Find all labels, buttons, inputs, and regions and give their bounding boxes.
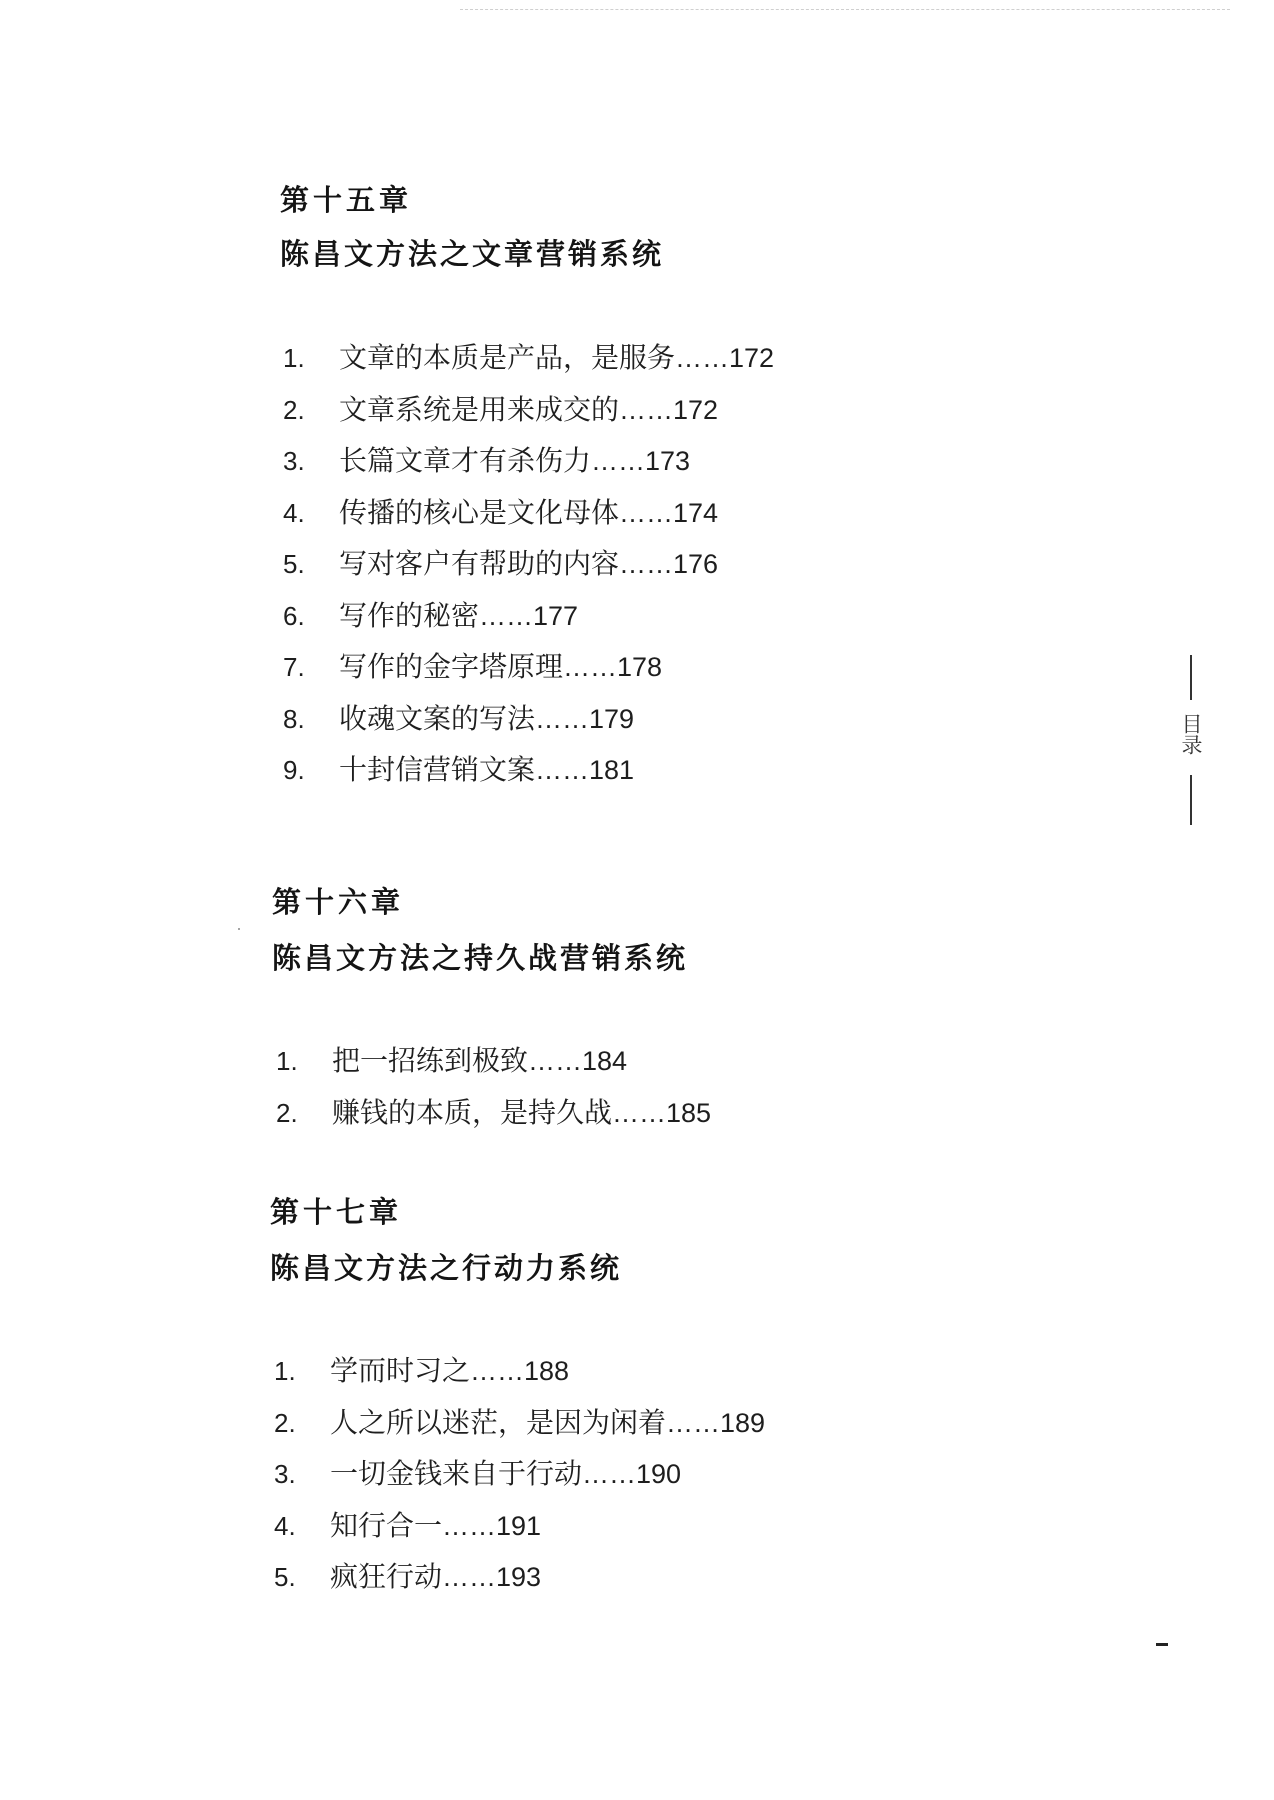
- toc-entry-title: 赚钱的本质，是持久战: [332, 1095, 613, 1129]
- toc-entry-leader: ……: [442, 1562, 497, 1592]
- toc-entry-title: 疯狂行动: [330, 1560, 443, 1593]
- toc-list: [276, 1035, 711, 1138]
- toc-entry-number: 3.: [283, 446, 305, 476]
- toc-entry-leader: ……: [619, 394, 674, 425]
- toc-entry-title: 学而时习之: [330, 1354, 471, 1387]
- toc-entry-title: 一切金钱来自于行动: [330, 1457, 583, 1490]
- toc-entry[interactable]: [283, 384, 774, 436]
- toc-entry[interactable]: [283, 487, 774, 539]
- toc-entry-page: 179: [589, 703, 635, 734]
- top-edge-rule: [460, 9, 1230, 10]
- toc-entry-page: 189: [720, 1407, 766, 1438]
- toc-entry-leader: ……: [470, 1356, 525, 1386]
- chapter-heading: 第十七章: [270, 1195, 403, 1229]
- toc-entry[interactable]: [283, 332, 774, 384]
- toc-entry-page: 172: [729, 343, 775, 373]
- toc-entry-title: 文章系统是用来成交的: [339, 392, 620, 426]
- toc-entry[interactable]: [276, 1035, 711, 1087]
- side-tab-label: 目录: [1179, 713, 1203, 755]
- chapter-title: 陈昌文方法之持久战营销系统: [272, 941, 689, 975]
- toc-entry-leader: ……: [612, 1097, 667, 1128]
- toc-list: [283, 332, 774, 796]
- toc-entry-title: 收魂文案的写法: [339, 701, 536, 735]
- toc-entry-leader: ……: [535, 755, 590, 785]
- page-corner-mark: [1156, 1643, 1168, 1646]
- toc-entry-leader: ……: [582, 1459, 637, 1489]
- toc-entry-title: 写作的金字塔原理: [339, 650, 564, 683]
- toc-entry[interactable]: [276, 1087, 711, 1139]
- toc-entry-page: 181: [589, 755, 635, 785]
- toc-entry[interactable]: [274, 1448, 765, 1500]
- toc-entry-title: 知行合一: [330, 1508, 443, 1542]
- toc-entry-leader: ……: [666, 1407, 721, 1438]
- chapter-heading: 第十五章: [280, 183, 413, 217]
- toc-entry-number: 1.: [276, 1046, 298, 1076]
- toc-entry-title: 文章的本质是产品，是服务: [339, 341, 676, 374]
- toc-entry-leader: ……: [528, 1046, 583, 1076]
- toc-entry[interactable]: [283, 590, 774, 642]
- side-section-tab: [1176, 655, 1206, 825]
- toc-list: [274, 1345, 765, 1603]
- toc-entry-number: 6.: [283, 600, 305, 631]
- toc-entry-page: 173: [645, 446, 691, 476]
- toc-entry-number: 4.: [274, 1510, 296, 1541]
- toc-entry[interactable]: [283, 641, 774, 693]
- toc-entry-leader: ……: [619, 497, 674, 528]
- toc-entry-number: 2.: [283, 394, 305, 425]
- toc-entry-title: 写作的秘密: [339, 598, 480, 632]
- toc-entry-number: 5.: [274, 1562, 296, 1592]
- toc-entry-page: 178: [617, 652, 663, 682]
- toc-entry-number: 4.: [283, 497, 305, 528]
- toc-entry[interactable]: [283, 693, 774, 745]
- toc-entry-number: 3.: [274, 1459, 296, 1489]
- toc-entry-page: 185: [666, 1097, 712, 1128]
- toc-entry[interactable]: [283, 538, 774, 590]
- toc-entry[interactable]: [274, 1397, 765, 1449]
- chapter-title: 陈昌文方法之行动力系统: [270, 1251, 623, 1285]
- toc-entry-number: 1.: [274, 1356, 296, 1386]
- scan-speck: [238, 928, 240, 930]
- toc-entry[interactable]: [274, 1500, 765, 1552]
- toc-entry-number: 1.: [283, 343, 305, 373]
- toc-entry-number: 5.: [283, 549, 305, 579]
- toc-entry-title: 长篇文章才有杀伤力: [339, 444, 592, 477]
- toc-entry-title: 写对客户有帮助的内容: [339, 547, 620, 580]
- chapter-heading: 第十六章: [272, 885, 405, 919]
- toc-entry-leader: ……: [675, 343, 730, 373]
- toc-entry-title: 十封信营销文案: [339, 753, 536, 786]
- toc-entry[interactable]: [274, 1345, 765, 1397]
- toc-entry-number: 2.: [274, 1407, 296, 1438]
- toc-entry-page: 184: [582, 1046, 628, 1076]
- toc-entry-leader: ……: [535, 703, 590, 734]
- toc-entry-number: 8.: [283, 703, 305, 734]
- toc-entry-leader: ……: [591, 446, 646, 476]
- toc-entry-page: 172: [673, 394, 719, 425]
- toc-entry-number: 2.: [276, 1097, 298, 1128]
- toc-entry-page: 190: [636, 1459, 682, 1489]
- toc-entry-leader: ……: [442, 1510, 497, 1541]
- toc-entry-leader: ……: [563, 652, 618, 682]
- toc-entry-leader: ……: [619, 549, 674, 579]
- toc-entry[interactable]: [283, 744, 774, 796]
- toc-entry[interactable]: [274, 1551, 765, 1603]
- toc-entry-number: 9.: [283, 755, 305, 785]
- toc-entry-page: 188: [524, 1356, 570, 1386]
- toc-entry-page: 176: [673, 549, 719, 579]
- toc-entry[interactable]: [283, 435, 774, 487]
- toc-entry-title: 人之所以迷茫，是因为闲着: [330, 1405, 667, 1439]
- toc-entry-leader: ……: [479, 600, 534, 631]
- toc-entry-number: 7.: [283, 652, 305, 682]
- side-tab-rule-top: [1190, 655, 1192, 700]
- toc-entry-title: 把一招练到极致: [332, 1044, 529, 1077]
- toc-entry-page: 191: [496, 1510, 542, 1541]
- toc-entry-title: 传播的核心是文化母体: [339, 495, 620, 529]
- toc-entry-page: 174: [673, 497, 719, 528]
- chapter-title: 陈昌文方法之文章营销系统: [280, 237, 665, 271]
- side-tab-rule-bottom: [1190, 775, 1192, 825]
- toc-entry-page: 193: [496, 1562, 542, 1592]
- toc-entry-page: 177: [533, 600, 579, 631]
